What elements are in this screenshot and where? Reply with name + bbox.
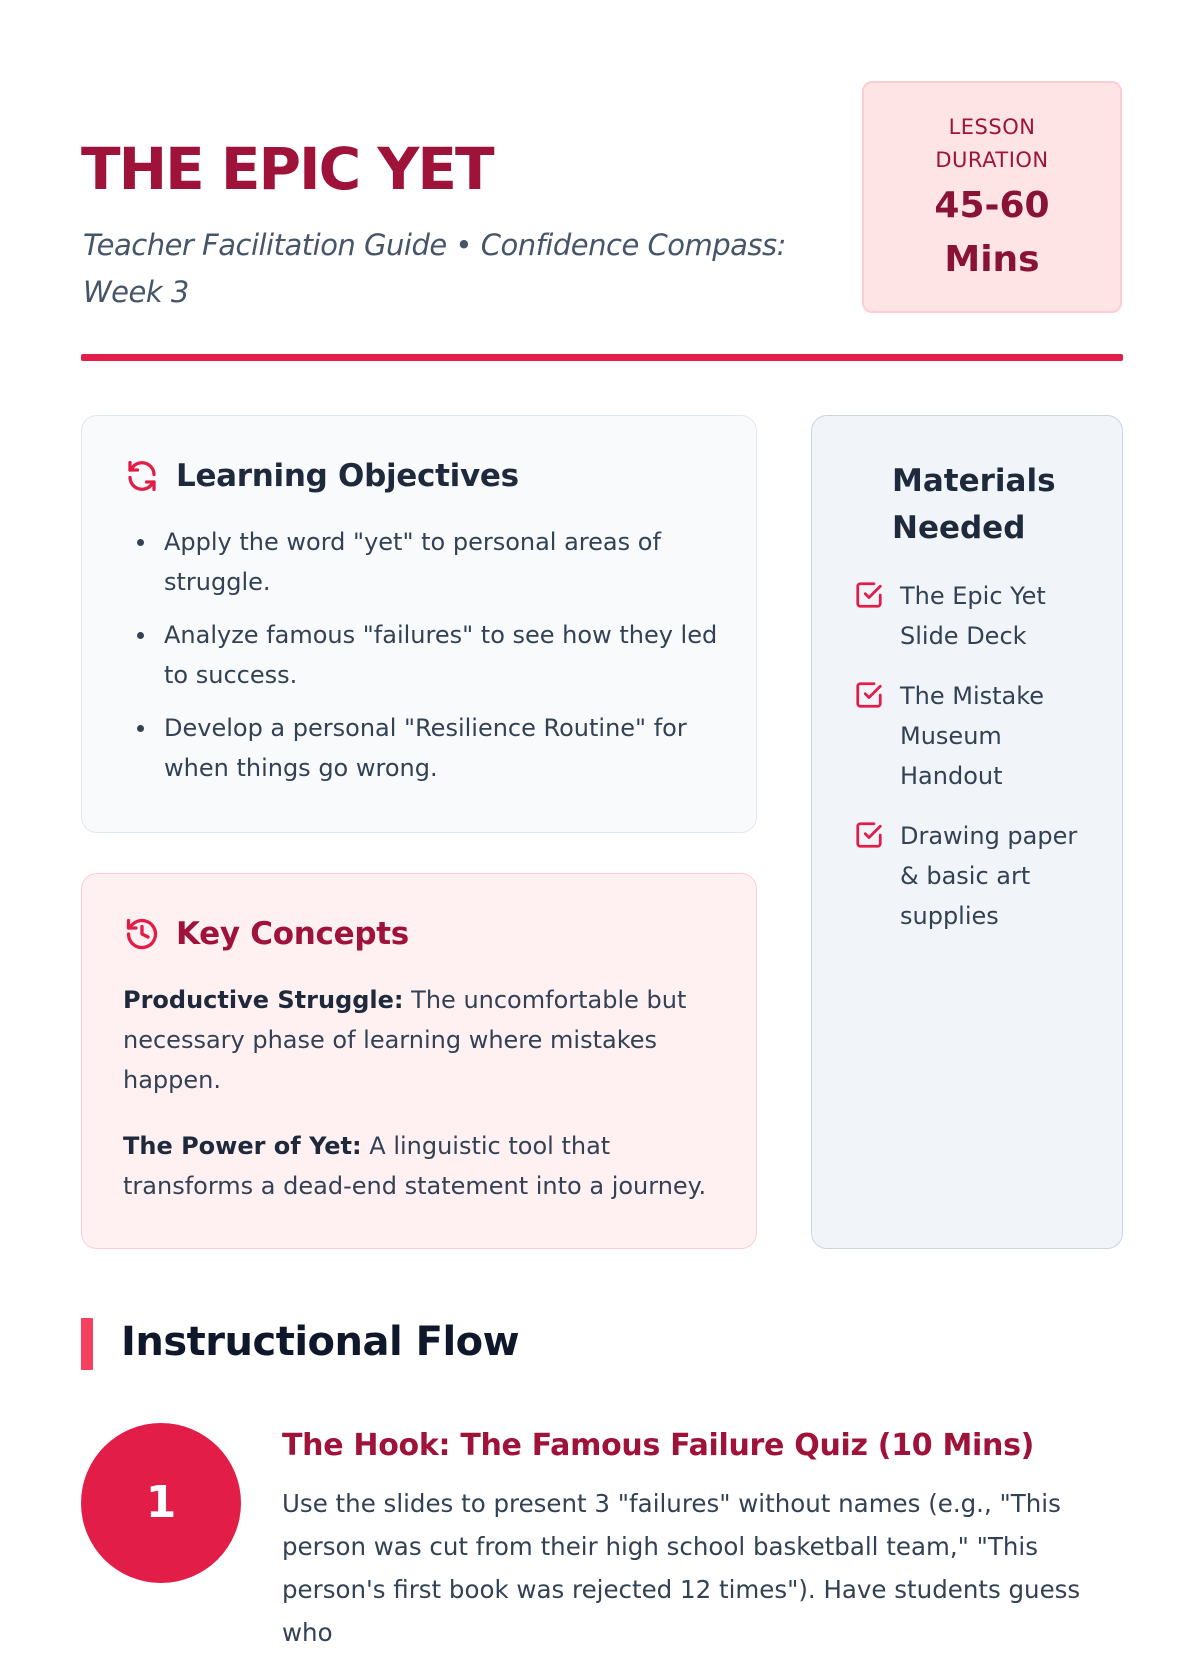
material-item xyxy=(854,676,1094,796)
objective-item: Develop a personal "Resilience Routine" for when things go wrong. xyxy=(164,708,734,788)
material-text: Drawing paper & basic art supplies xyxy=(900,822,1078,930)
step-description: Use the slides to present 3 "failures" without names (e.g., "This person was cut from their high school basketball team," "This person's first book was rejected 12 times"). Have students guess who xyxy=(282,1489,1081,1647)
concept-definition: The uncomfortable but necessary phase of learning where mistakes happen. xyxy=(123,986,687,1094)
instructional-flow-heading: Instructional Flow xyxy=(121,1319,520,1365)
history-icon xyxy=(124,916,160,952)
duration-value xyxy=(864,179,1120,287)
checkbox-icon xyxy=(854,580,884,610)
learning-objectives-card xyxy=(81,415,757,833)
lesson-subtitle: Teacher Facilitation Guide • Confidence Compass: Week 3 xyxy=(83,228,786,309)
duration-value-line1: 45-60 xyxy=(934,185,1050,226)
duration-label-line2: DURATION xyxy=(935,148,1049,172)
material-text: The Epic Yet Slide Deck xyxy=(900,582,1046,650)
duration-label xyxy=(864,111,1120,177)
lesson-header xyxy=(81,0,1100,370)
material-item xyxy=(854,816,1094,936)
materials-card xyxy=(811,415,1123,1249)
checkbox-icon xyxy=(854,680,884,710)
section-accent-bar xyxy=(81,1318,93,1370)
material-text: The Mistake Museum Handout xyxy=(900,682,1045,790)
concept-term: The Power of Yet: xyxy=(123,1132,362,1160)
checkbox-icon xyxy=(854,820,884,850)
lesson-title: THE EPIC YET xyxy=(81,135,493,203)
key-concepts-title: Key Concepts xyxy=(176,916,409,952)
duration-value-line2: Mins xyxy=(944,239,1040,280)
concept-item xyxy=(123,1126,723,1206)
step-number-badge: 1 xyxy=(81,1423,241,1583)
concept-item xyxy=(123,980,723,1100)
learning-objectives-title: Learning Objectives xyxy=(176,458,519,494)
concept-definition: A linguistic tool that transforms a dead-end statement into a journey. xyxy=(123,1132,707,1200)
learning-objectives-heading xyxy=(124,458,519,494)
material-item xyxy=(854,576,1094,656)
objective-item: Apply the word "yet" to personal areas of struggle. xyxy=(164,522,734,602)
step-title: The Hook: The Famous Failure Quiz (10 Mins) xyxy=(282,1428,1035,1463)
objective-item: Analyze famous "failures" to see how they led to success. xyxy=(164,615,734,695)
duration-label-line1: LESSON xyxy=(948,115,1036,139)
refresh-icon xyxy=(124,458,160,494)
key-concepts-card xyxy=(81,873,757,1249)
concept-term: Productive Struggle: xyxy=(123,986,404,1014)
header-divider xyxy=(81,354,1123,361)
key-concepts-heading xyxy=(124,916,409,952)
objectives-list xyxy=(164,522,734,801)
materials-title: Materials Needed xyxy=(892,463,1056,546)
duration-badge xyxy=(862,81,1122,313)
